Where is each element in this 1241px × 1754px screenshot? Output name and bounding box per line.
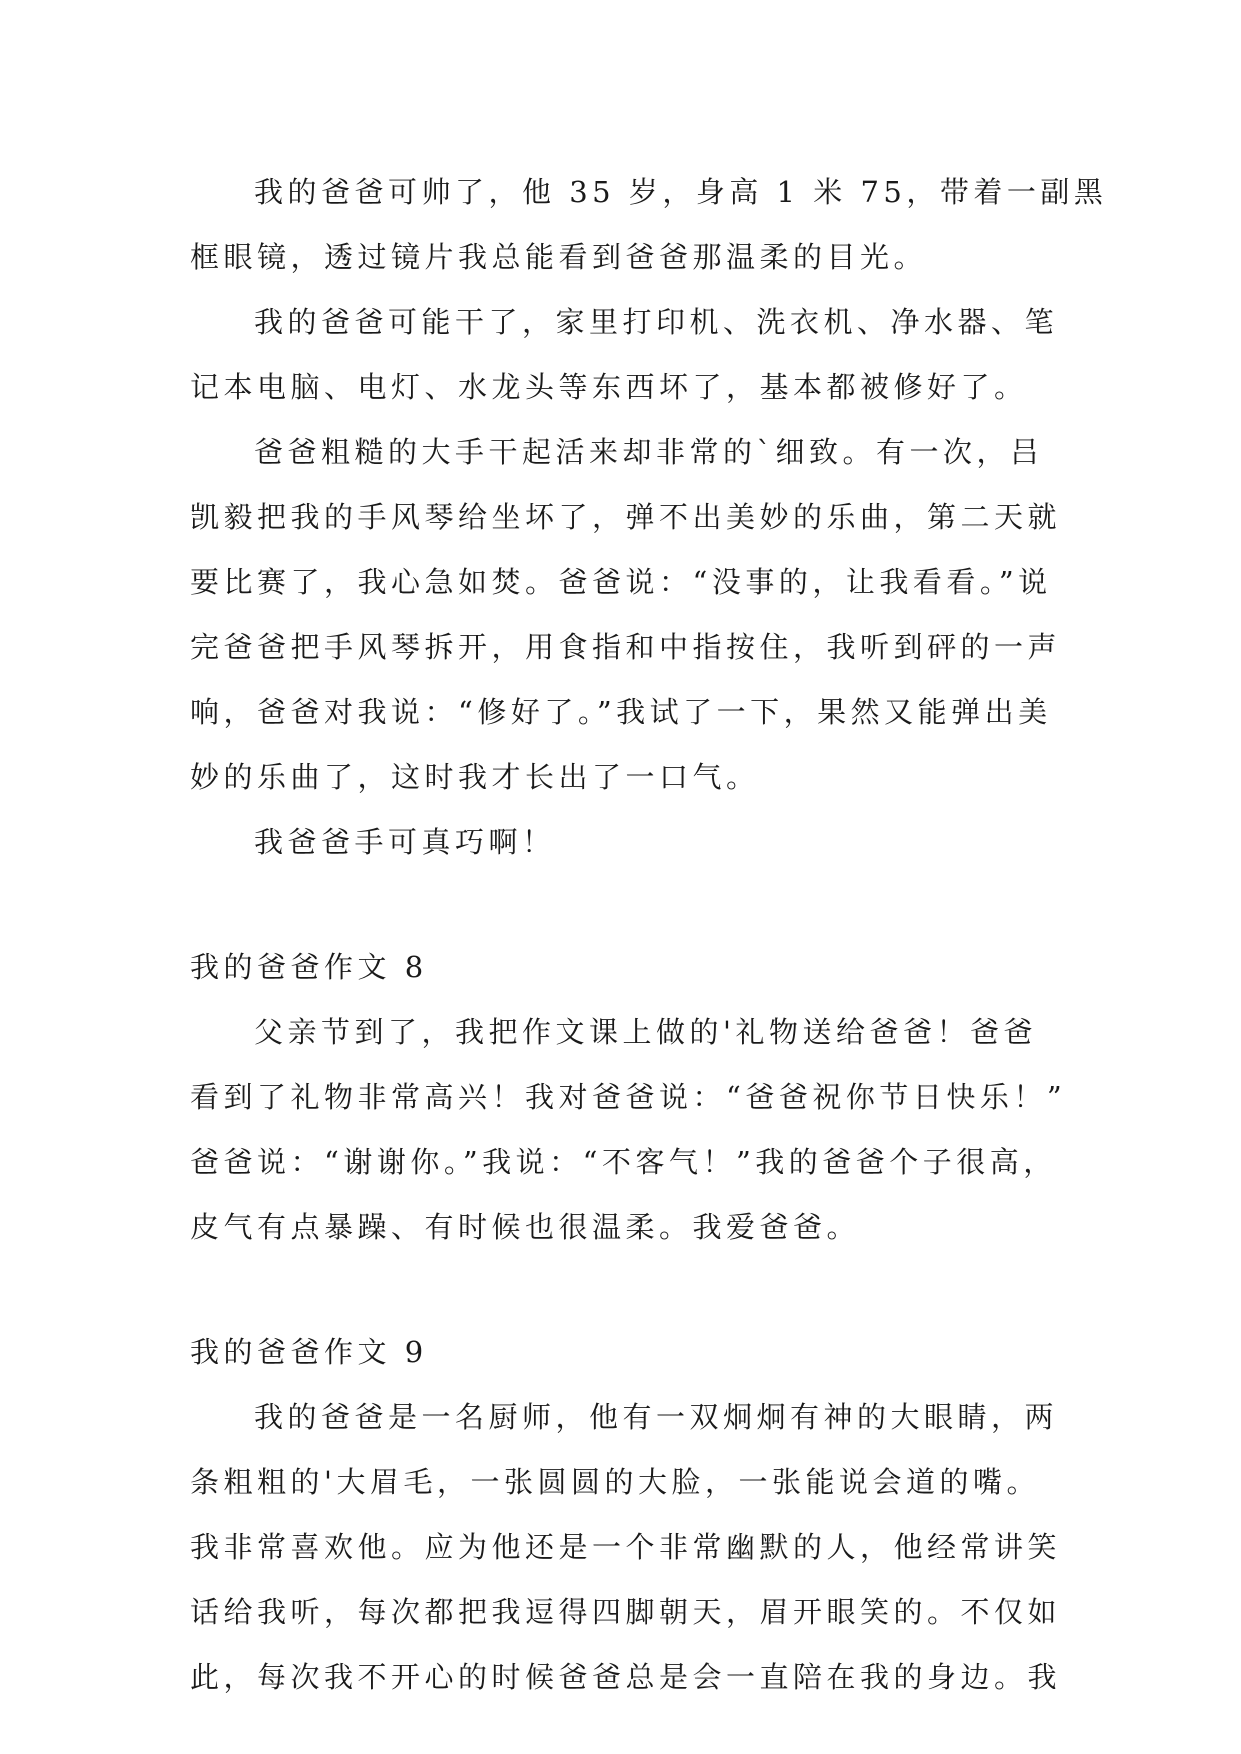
text-line: 我的爸爸可能干了，家里打印机、洗衣机、净水器、笔 [254, 305, 1059, 339]
text-line: 记本电脑、电灯、水龙头等东西坏了，基本都被修好了。 [190, 370, 1028, 404]
section-heading: 我的爸爸作文 9 [190, 1335, 428, 1369]
text-line: 响，爸爸对我说：“修好了。”我试了一下，果然又能弹出美 [190, 695, 1052, 729]
text-line: 父亲节到了，我把作文课上做的'礼物送给爸爸！爸爸 [254, 1015, 1037, 1049]
paragraph [190, 1000, 1067, 1260]
text-line: 我的爸爸可帅了，他 35 岁，身高 1 米 75，带着一副黑 [254, 175, 1108, 209]
text-line: 条粗粗的'大眉毛，一张圆圆的大脸，一张能说会道的嘴。 [190, 1465, 1040, 1499]
section-heading: 我的爸爸作文 8 [190, 950, 428, 984]
text-line: 妙的乐曲了，这时我才长出了一口气。 [190, 760, 760, 794]
paragraph [190, 810, 1060, 875]
text-line: 话给我听，每次都把我逗得四脚朝天，眉开眼笑的。不仅如 [190, 1595, 1062, 1629]
text-line: 此，每次我不开心的时候爸爸总是会一直陪在我的身边。我 [190, 1660, 1062, 1694]
text-line: 我非常喜欢他。应为他还是一个非常幽默的人，他经常讲笑 [190, 1530, 1062, 1564]
section-gap [190, 875, 1060, 935]
text-line: 要比赛了，我心急如焚。爸爸说：“没事的，让我看看。”说 [190, 565, 1052, 599]
text-line: 凯毅把我的手风琴给坐坏了，弹不出美妙的乐曲，第二天就 [190, 500, 1062, 534]
text-line: 框眼镜，透过镜片我总能看到爸爸那温柔的目光。 [190, 240, 928, 274]
paragraph [190, 160, 1108, 290]
document-body [190, 160, 1108, 1710]
text-line: 我的爸爸是一名厨师，他有一双炯炯有神的大眼睛，两 [254, 1400, 1059, 1434]
section-gap [190, 1260, 1060, 1320]
text-line: 爸爸粗糙的大手干起活来却非常的`细致。有一次，吕 [254, 435, 1044, 469]
text-line: 皮气有点暴躁、有时候也很温柔。我爱爸爸。 [190, 1210, 861, 1244]
text-line: 完爸爸把手风琴拆开，用食指和中指按住，我听到砰的一声 [190, 630, 1062, 664]
paragraph [190, 1385, 1060, 1710]
paragraph [190, 290, 1060, 420]
text-line: 我爸爸手可真巧啊！ [254, 825, 556, 859]
text-line: 爸爸说：“谢谢你。”我说：“不客气！”我的爸爸个子很高， [190, 1145, 1057, 1179]
paragraph [190, 420, 1060, 810]
text-line: 看到了礼物非常高兴！我对爸爸说：“爸爸祝你节日快乐！” [190, 1080, 1067, 1114]
